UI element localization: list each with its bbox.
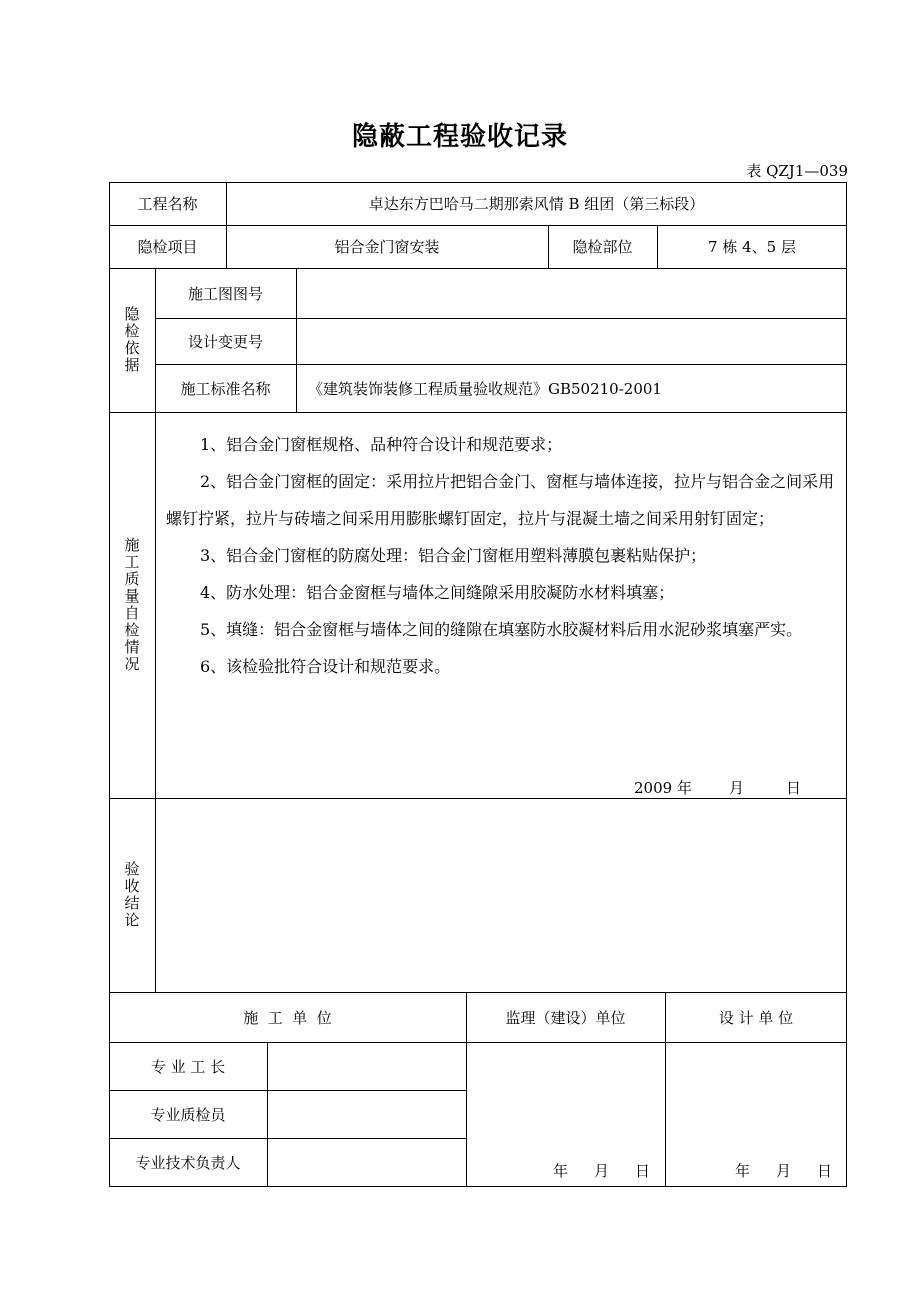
self-check-date-year: 2009 年 <box>634 779 692 797</box>
supervision-date-year: 年 <box>553 1162 569 1180</box>
tech-lead-signature[interactable] <box>267 1138 466 1187</box>
standard-name-value[interactable]: 《建筑装饰装修工程质量验收规范》GB50210-2001 <box>308 379 662 398</box>
inspection-location-label: 隐检部位 <box>572 238 633 256</box>
design-unit-header: 设 计 单 位 <box>718 1008 794 1027</box>
project-name-label: 工程名称 <box>137 195 198 213</box>
conclusion-value[interactable] <box>155 798 847 992</box>
self-check-date-day: 日 <box>786 779 802 797</box>
supervision-date-day: 日 <box>635 1162 651 1180</box>
inspection-item-value[interactable]: 铝合金门窗安装 <box>334 238 440 256</box>
self-check-item: 6、该检验批符合设计和规范要求。 <box>200 657 451 676</box>
basis-section-label: 隐检依据 <box>122 306 141 374</box>
tech-lead-label: 专业技术负责人 <box>135 1154 241 1172</box>
form-code: 表 QZJ1—039 <box>746 162 848 180</box>
self-check-item: 5、填缝：铝合金窗框与墙体之间的缝隙在填塞防水胶凝材料后用水泥砂浆填塞严实。 <box>200 620 803 639</box>
drawing-number-label: 施工图图号 <box>187 284 263 303</box>
foreman-signature[interactable] <box>267 1042 466 1090</box>
design-date-month: 月 <box>776 1162 792 1180</box>
self-check-date-month: 月 <box>729 779 745 797</box>
supervision-unit-header: 监理（建设）单位 <box>505 1008 626 1027</box>
self-check-content[interactable] <box>166 426 838 756</box>
inspection-location-value[interactable]: 7 栋 4、5 层 <box>708 238 796 256</box>
design-date-day: 日 <box>817 1162 833 1180</box>
drawing-number-value[interactable] <box>296 268 847 318</box>
construction-unit-header: 施 工 单 位 <box>243 1008 332 1027</box>
foreman-label: 专 业 工 长 <box>150 1057 226 1076</box>
document-title: 隐蔽工程验收记录 <box>351 122 568 152</box>
inspection-item-label: 隐检项目 <box>137 238 198 256</box>
design-date-year: 年 <box>735 1162 751 1180</box>
qc-inspector-label: 专业质检员 <box>150 1105 226 1124</box>
self-check-item: 2、铝合金门窗框的固定：采用拉片把铝合金门、窗框与墙体连接，拉片与铝合金之间采用螺钉拧紧，拉片与砖墙之间采用用膨胀螺钉固定，拉片与混凝土墙之间采用射钉固定； <box>166 472 835 528</box>
supervision-date-month: 月 <box>594 1162 610 1180</box>
qc-inspector-signature[interactable] <box>267 1090 466 1138</box>
standard-name-label: 施工标准名称 <box>180 379 271 398</box>
design-change-label: 设计变更号 <box>187 332 263 351</box>
design-change-value[interactable] <box>296 318 847 364</box>
self-check-item: 1、铝合金门窗框规格、品种符合设计和规范要求； <box>200 435 563 454</box>
self-check-item: 3、铝合金门窗框的防腐处理：铝合金门窗框用塑料薄膜包裹粘贴保护； <box>200 546 707 565</box>
self-check-section-label: 施工质量自检情况 <box>122 537 141 673</box>
conclusion-section-label: 验收结论 <box>122 861 141 929</box>
project-name-value[interactable]: 卓达东方巴哈马二期那索风情 B 组团（第三标段） <box>368 195 705 213</box>
self-check-item: 4、防水处理：铝合金窗框与墙体之间缝隙采用胶凝防水材料填塞； <box>200 583 675 602</box>
